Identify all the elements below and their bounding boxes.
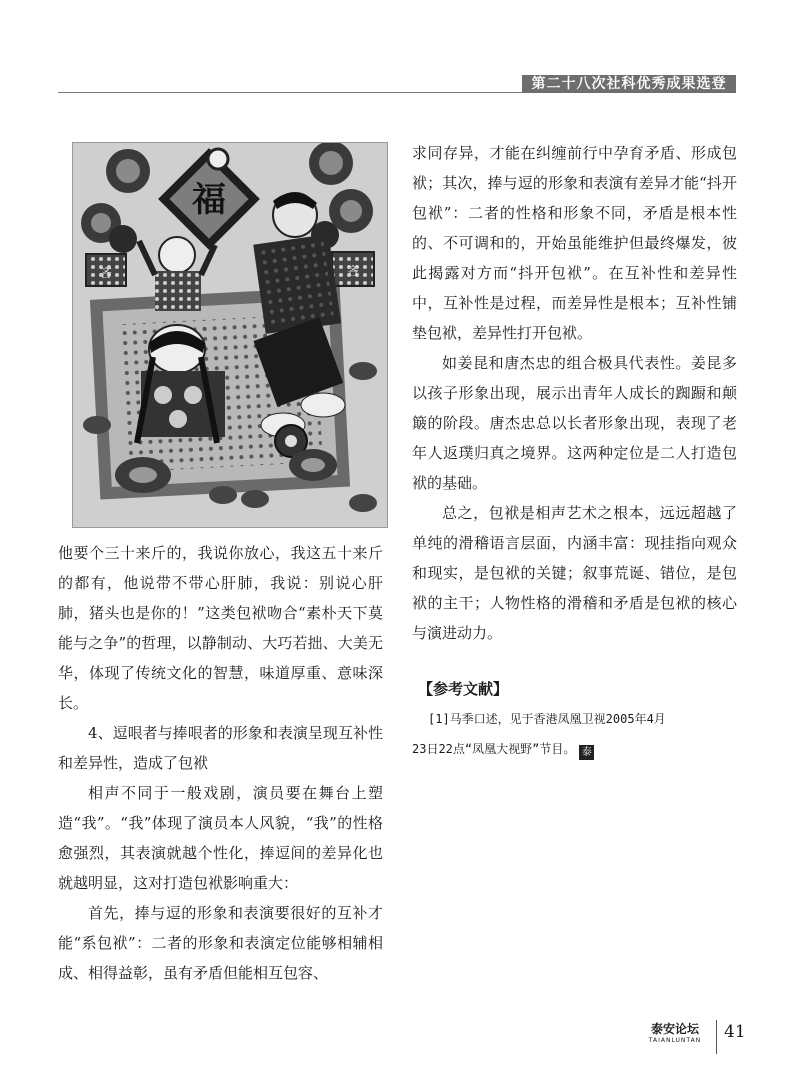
paragraph: 相声不同于一般戏剧，演员要在舞台上塑造“我”。“我”体现了演员本人风貌，“我”的性格愈强烈，其表演就越个性化，捧逗间的差异化也就越明显，这对打造包袱影响重大： — [58, 784, 383, 892]
reference-item-continued — [412, 734, 737, 764]
folk-art-illustration — [72, 142, 388, 528]
subheading: 4、逗哏者与捧哏者的形象和表演呈现互补性和差异性，造成了包袱 — [58, 724, 383, 772]
references-heading: 【参考文献】 — [418, 680, 509, 698]
illustration-svg — [73, 143, 387, 527]
pot-label-right: 吝 — [346, 264, 360, 278]
page-number: 41 — [724, 1022, 746, 1042]
paragraph: 求同存异，才能在纠缠前行中孕育矛盾、形成包袱；其次，捧与逗的形象和表演有差异才能“抖开包袱”：二者的性格和形象不同，矛盾是根本性的、不可调和的，开始虽能维护但最终爆发，彼此揭露对方而“抖开包袱”。在互补性和差异性中，互补性是过程，而差异性是根本；互补性铺垫包袱，差异性打开包袱。 — [412, 144, 737, 342]
reference-item — [412, 704, 737, 734]
end-mark-icon: 泰 — [579, 745, 594, 760]
journal-name-cn: 泰安论坛 — [650, 1022, 699, 1036]
paragraph: 总之，包袱是相声艺术之根本，远远超越了单纯的滑稽语言层面，内涵丰富：现挂指向观众和现实，是包袱的关键；叙事荒诞、错位，是包袱的主干；人物性格的滑稽和矛盾是包袱的核心与演进动力。 — [412, 504, 737, 642]
fu-character: 福 — [192, 180, 226, 220]
reference-line-2: 23日22点“凤凰大视野”节目。 — [412, 742, 576, 756]
left-column — [58, 538, 383, 988]
pot-label-left: 吝 — [99, 266, 113, 280]
paragraph: 首先，捧与逗的形象和表演要很好的互补才能“系包袱”：二者的形象和表演定位能够相辅相成、相得益彰，虽有矛盾但能相互包容、 — [58, 904, 383, 982]
right-column — [412, 138, 737, 764]
journal-name-en: TAIANLUNTAN — [648, 1037, 702, 1044]
paragraph: 他要个三十来斤的，我说你放心，我这五十来斤的都有，他说带不带心肝肺，我说：别说心肝肺，猪头也是你的！”这类包袱吻合“素朴天下莫能与之争”的哲理，以静制动、大巧若拙、大美无华，体现了传统文化的智慧，味道厚重、意味深长。 — [58, 544, 383, 712]
section-title: 第二十八次社科优秀成果选登 — [522, 75, 736, 93]
reference-line-1: [1]马季口述，见于香港凤凰卫视2005年4月 — [428, 712, 666, 726]
paragraph: 如姜昆和唐杰忠的组合极具代表性。姜昆多以孩子形象出现，展示出青年人成长的踟蹰和颠簸的阶段。唐杰忠总以长者形象出现，表现了老年人返璞归真之境界。这两种定位是二人打造包袱的基础。 — [412, 354, 737, 492]
footer-divider — [716, 1020, 717, 1054]
